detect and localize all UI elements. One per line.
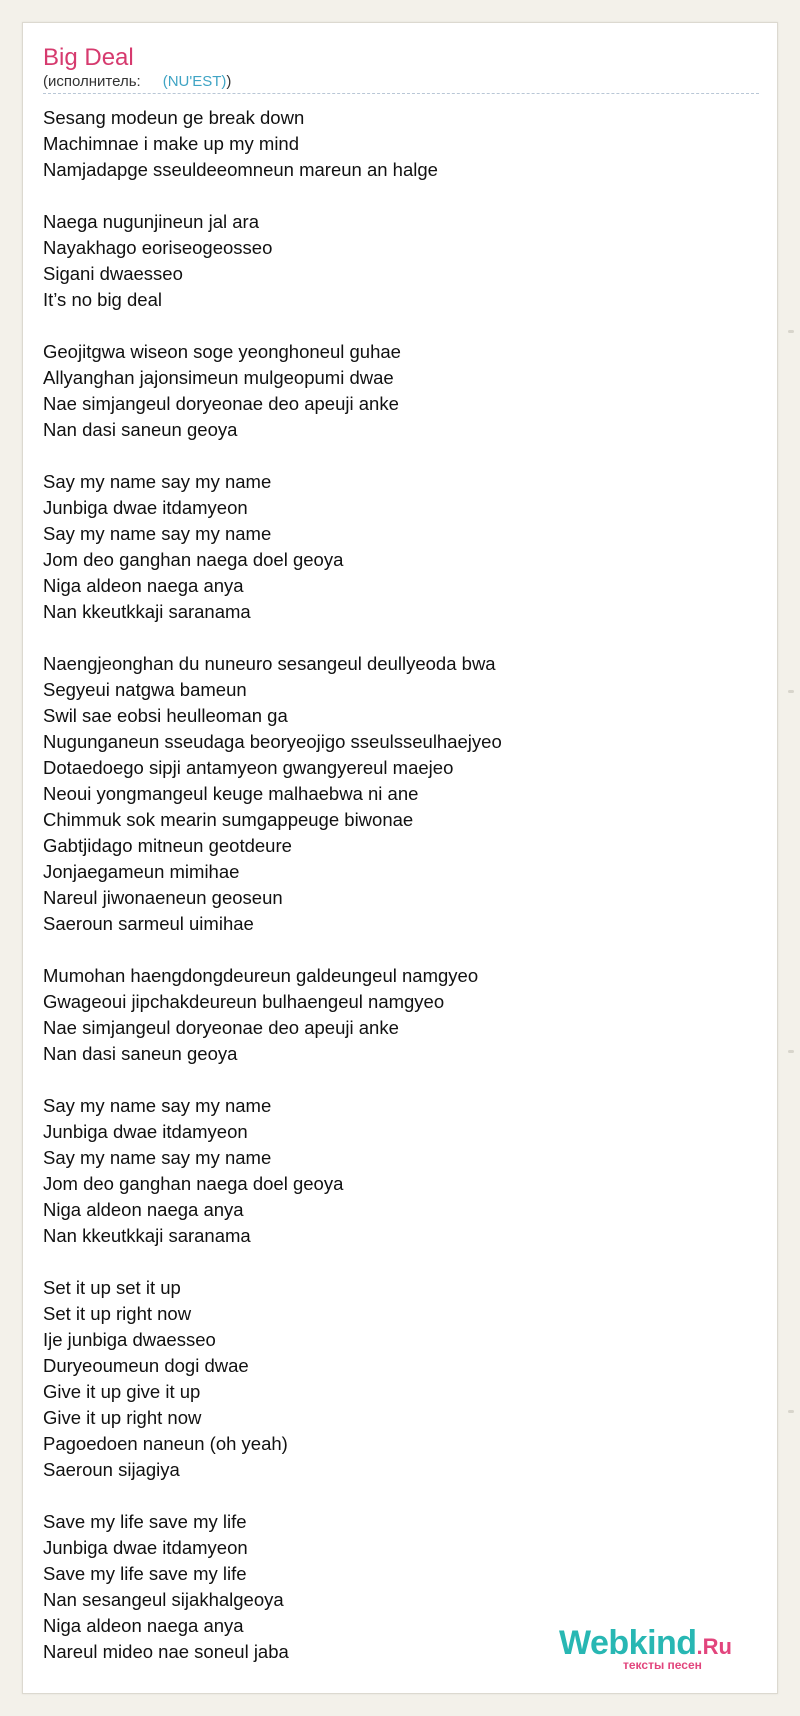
lyrics-line: Nan kkeutkkaji saranama — [43, 1225, 251, 1246]
lyrics-line: Save my life save my life — [43, 1563, 247, 1584]
lyrics-stanza — [43, 469, 759, 625]
lyrics-line: Saeroun sarmeul uimihae — [43, 913, 254, 934]
lyrics-line: Nareul jiwonaeneun geoseun — [43, 887, 283, 908]
lyrics-line: Say my name say my name — [43, 523, 272, 544]
lyrics-line: Nan sesangeul sijakhalgeoya — [43, 1589, 284, 1610]
lyrics-line: Junbiga dwae itdamyeon — [43, 1537, 248, 1558]
lyrics-line: Nae simjangeul doryeonae deo apeuji anke — [43, 1017, 399, 1038]
lyrics-line: Saeroun sijagiya — [43, 1459, 180, 1480]
lyrics-stanza — [43, 339, 759, 443]
lyrics-line: Geojitgwa wiseon soge yeonghoneul guhae — [43, 341, 401, 362]
lyrics-line: Nan dasi saneun geoya — [43, 419, 238, 440]
site-logo[interactable] — [559, 1625, 749, 1671]
lyrics-line: Duryeoumeun dogi dwae — [43, 1355, 249, 1376]
lyrics-stanza — [43, 963, 759, 1067]
lyrics-line: Set it up set it up — [43, 1277, 181, 1298]
artist-line — [43, 73, 759, 91]
logo-tagline: тексты песен — [623, 1658, 702, 1672]
artist-prefix: (исполнитель: — [43, 73, 141, 90]
edge-decoration — [788, 330, 794, 333]
lyrics-stanza — [43, 1093, 759, 1249]
artist-suffix: ) — [226, 73, 232, 90]
lyrics-line: Naega nugunjineun jal ara — [43, 211, 260, 232]
lyrics-line: Say my name say my name — [43, 471, 272, 492]
lyrics-line: Chimmuk sok mearin sumgappeuge biwonae — [43, 809, 414, 830]
lyrics-stanza — [43, 209, 759, 313]
lyrics-line: Sigani dwaesseo — [43, 263, 183, 284]
lyrics-line: Niga aldeon naega anya — [43, 1199, 244, 1220]
lyrics-line: Say my name say my name — [43, 1147, 272, 1168]
lyrics-line: Save my life save my life — [43, 1511, 247, 1532]
lyrics-line: Nan kkeutkkaji saranama — [43, 601, 251, 622]
lyrics-line: Say my name say my name — [43, 1095, 272, 1116]
lyrics-line: Machimnae i make up my mind — [43, 133, 300, 154]
lyrics-line: Junbiga dwae itdamyeon — [43, 1121, 248, 1142]
lyrics-line: Dotaedoego sipji antamyeon gwangyereul maejeo — [43, 757, 454, 778]
lyrics-line: Jonjaegameun mimihae — [43, 861, 240, 882]
lyrics-line: Nayakhago eoriseogeosseo — [43, 237, 273, 258]
lyrics-line: Nan dasi saneun geoya — [43, 1043, 238, 1064]
artist-link[interactable]: (NU'EST) — [162, 73, 227, 90]
lyrics-line: Nae simjangeul doryeonae deo apeuji anke — [43, 393, 399, 414]
lyrics-line: Pagoedoen naneun (oh yeah) — [43, 1433, 288, 1454]
lyrics-line: Namjadapge sseuldeeomneun mareun an halge — [43, 159, 438, 180]
lyrics-stanza — [43, 1275, 759, 1483]
lyrics-card — [22, 22, 778, 1694]
logo-wordmark: Webkind — [559, 1624, 697, 1662]
lyrics-line: Niga aldeon naega anya — [43, 1615, 244, 1636]
edge-decoration — [788, 1410, 794, 1413]
lyrics-line: Niga aldeon naega anya — [43, 575, 244, 596]
lyrics-line: Sesang modeun ge break down — [43, 107, 305, 128]
logo-tld: .Ru — [696, 1634, 732, 1659]
lyrics-line: Junbiga dwae itdamyeon — [43, 497, 248, 518]
lyrics-line: Swil sae eobsi heulleoman ga — [43, 705, 288, 726]
lyrics-line: Gwageoui jipchakdeureun bulhaengeul namgyeo — [43, 991, 445, 1012]
lyrics-stanza — [43, 651, 759, 937]
lyrics-line: Give it up give it up — [43, 1381, 201, 1402]
lyrics-line: Segyeui natgwa bameun — [43, 679, 247, 700]
lyrics-line: Set it up right now — [43, 1303, 192, 1324]
lyrics-line: Naengjeonghan du nuneuro sesangeul deullyeoda bwa — [43, 653, 496, 674]
edge-decoration — [788, 690, 794, 693]
edge-decoration — [788, 1050, 794, 1053]
lyrics-line: It’s no big deal — [43, 289, 162, 310]
lyrics-line: Nugunganeun sseudaga beoryeojigo sseulsseulhaejyeo — [43, 731, 502, 752]
lyrics-line: Mumohan haengdongdeureun galdeungeul namgyeo — [43, 965, 479, 986]
lyrics-line: Neoui yongmangeul keuge malhaebwa ni ane — [43, 783, 419, 804]
song-title: Big Deal — [43, 44, 134, 71]
song-header — [43, 43, 759, 94]
lyrics-line: Ije junbiga dwaesseo — [43, 1329, 216, 1350]
lyrics-line: Gabtjidago mitneun geotdeure — [43, 835, 292, 856]
lyrics-line: Allyanghan jajonsimeun mulgeopumi dwae — [43, 367, 394, 388]
lyrics-stanza — [43, 105, 759, 183]
lyrics-line: Nareul mideo nae soneul jaba — [43, 1641, 289, 1662]
lyrics-line: Give it up right now — [43, 1407, 202, 1428]
lyrics-line: Jom deo ganghan naega doel geoya — [43, 1173, 344, 1194]
lyrics-body — [43, 105, 759, 1691]
lyrics-line: Jom deo ganghan naega doel geoya — [43, 549, 344, 570]
